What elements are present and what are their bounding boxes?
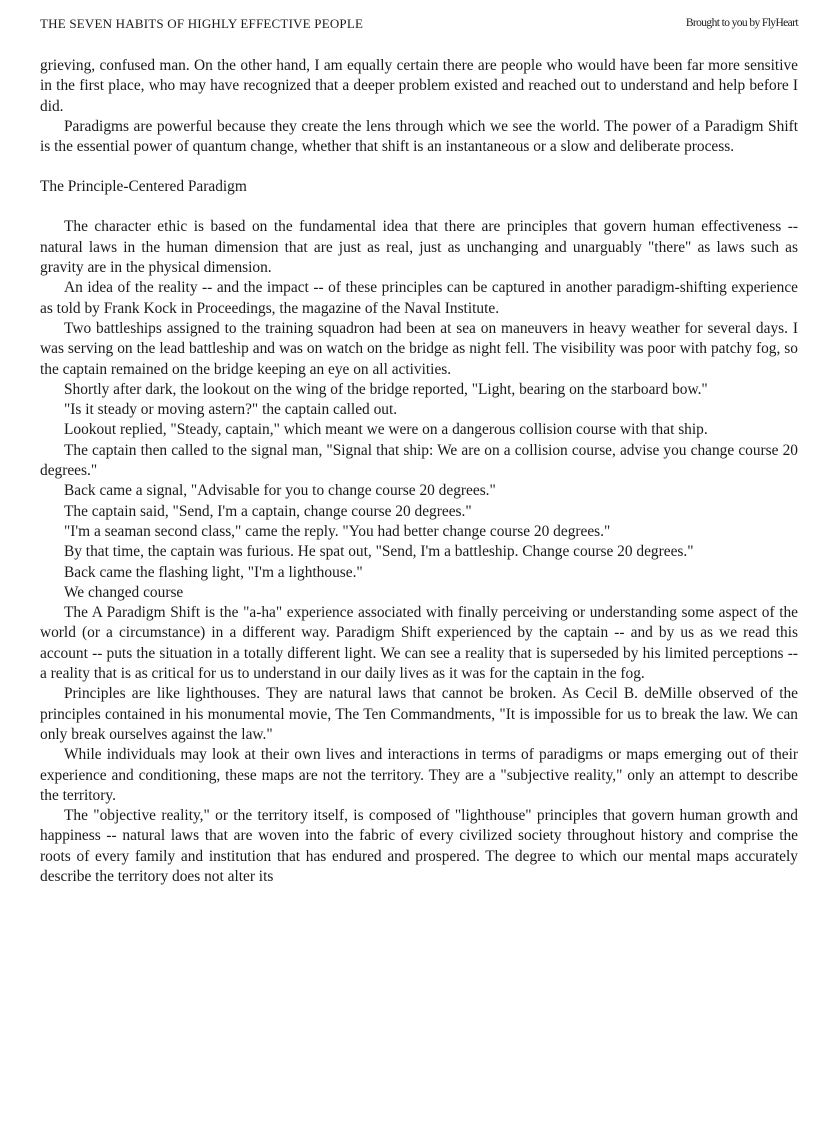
book-title-header: THE SEVEN HABITS OF HIGHLY EFFECTIVE PEOPLE xyxy=(40,16,364,31)
paragraph: The "objective reality," or the territory itself, is composed of "lighthouse" principles that govern human growth and happiness -- natural laws that are woven into the fabric of every civilized society throughout history and comprise the roots of every family and institution that has endured and prospered. The degree to which our mental maps accurately describe the territory does not alter its xyxy=(40,807,798,885)
paragraph: Lookout replied, "Steady, captain," which meant we were on a dangerous collision course with that ship. xyxy=(64,421,708,439)
paragraph: An idea of the reality -- and the impact -- of these principles can be captured in another paradigm-shifting experience as told by Frank Kock in Proceedings, the magazine of the Naval Institute. xyxy=(40,279,798,317)
paragraph: Back came a signal, "Advisable for you to change course 20 degrees." xyxy=(64,482,496,500)
paragraph: The captain said, "Send, I'm a captain, change course 20 degrees." xyxy=(64,502,472,520)
paragraph: "Is it steady or moving astern?" the captain called out. xyxy=(64,401,398,419)
paragraph: Principles are like lighthouses. They are natural laws that cannot be broken. As Cecil B. deMille observed of the principles contained in his monumental movie, The Ten Commandments, "It is impossible for us to break the law. We can only break ourselves against the law." xyxy=(40,685,798,743)
paragraph: By that time, the captain was furious. He spat out, "Send, I'm a battleship. Change course 20 degrees." xyxy=(64,543,694,561)
paragraph: We changed course xyxy=(64,583,184,601)
paragraph: Paradigms are powerful because they create the lens through which we see the world. The power of a Paradigm Shift is the essential power of quantum change, whether that shift is an instantaneous or a slow and deliberate process. xyxy=(40,117,798,156)
document-page xyxy=(40,0,798,1123)
paragraph: The character ethic is based on the fundamental idea that there are principles that govern human effectiveness -- natural laws in the human dimension that are just as real, just as unchanging and unarguably "there" as laws such as gravity are in the physical dimension. xyxy=(40,218,798,277)
body-text xyxy=(40,56,798,887)
paragraph: Shortly after dark, the lookout on the wing of the bridge reported, "Light, bearing on the starboard bow." xyxy=(64,380,708,398)
paragraph: grieving, confused man. On the other hand, I am equally certain there are people who would have been far more sensitive in the first place, who may have recognized that a deeper problem existed and reached out to understand and help before I did. xyxy=(40,57,798,115)
paragraph: While individuals may look at their own lives and interactions in terms of paradigms or maps emerging out of their experience and conditioning, these maps are not the territory. They are a "subjective reality," only an attempt to describe the territory. xyxy=(40,746,798,804)
paragraph: "I'm a seaman second class," came the reply. "You had better change course 20 degrees." xyxy=(64,522,611,540)
paragraph: Back came the flashing light, "I'm a lighthouse." xyxy=(64,563,363,581)
section-heading: The Principle-Centered Paradigm xyxy=(40,178,247,196)
page-header xyxy=(40,16,798,36)
paragraph: Two battleships assigned to the training squadron had been at sea on maneuvers in heavy weather for several days. I was serving on the lead battleship and was on watch on the bridge as night fell. The visibility was poor with patchy fog, so the captain remained on the bridge keeping an eye on all activities. xyxy=(40,319,798,378)
paragraph: The captain then called to the signal man, "Signal that ship: We are on a collision course, advise you change course 20 degrees." xyxy=(40,441,798,480)
credit-header: Brought to you by FlyHeart xyxy=(685,17,798,29)
paragraph: The A Paradigm Shift is the "a-ha" experience associated with finally perceiving or understanding some aspect of the world (or a circumstance) in a different way. Paradigm Shift experienced by the captain -- and by us as we read this account -- puts the situation in a totally different light. We can see a reality that is superseded by his limited perceptions -- a reality that is as critical for us to understand in our daily lives as it was for the captain in the fog. xyxy=(40,604,798,683)
